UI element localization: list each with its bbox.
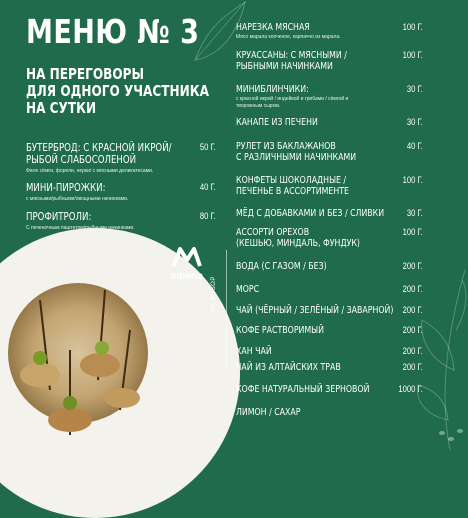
subtitle-line: НА СУТКИ: [26, 99, 97, 117]
item-name: ПРОФИТРОЛИ:: [26, 211, 92, 223]
item-name: МИНИБЛИНЧИКИ:: [236, 84, 309, 95]
item-price: 30 Г.: [407, 117, 423, 127]
item-name: КОФЕ НАТУРАЛЬНЫЙ ЗЕРНОВОЙ: [236, 384, 370, 395]
item-price: 50 Г.: [200, 142, 216, 152]
item-name: РЫБОЙ СЛАБОСОЛЕНОЙ: [26, 154, 137, 166]
menu-title: МЕНЮ № 3: [26, 12, 200, 51]
seeds-icon: [436, 425, 466, 447]
menu-item: [236, 175, 423, 197]
choice-divider: [226, 250, 227, 370]
siberia-logo: [165, 246, 209, 282]
menu-item: [236, 50, 423, 72]
item-price: 30 Г.: [407, 84, 423, 94]
item-name: МИНИ-ПИРОЖКИ:: [26, 182, 106, 194]
menu-item: [26, 142, 216, 174]
item-name: КОФЕ РАСТВОРИМЫЙ: [236, 325, 324, 336]
logo-text: siberia: [170, 271, 204, 282]
item-name: НАРЕЗКА МЯСНАЯ: [236, 22, 310, 33]
drink-item: [236, 284, 423, 295]
drink-item: [236, 346, 423, 357]
menu-item: [236, 22, 423, 40]
item-price: 40 Г.: [200, 182, 216, 192]
item-name: РУЛЕТ ИЗ БАКЛАЖАНОВ: [236, 141, 336, 152]
item-price: 200 Г.: [402, 346, 423, 356]
item-name: ПЕЧЕНЬЕ В АССОРТИМЕНТЕ: [236, 186, 349, 197]
item-price: 40 Г.: [407, 141, 423, 151]
item-name: ЛИМОН / САХАР: [236, 407, 301, 418]
item-price: 100 Г.: [402, 50, 423, 60]
item-name: ЧАЙ ИЗ АЛТАЙСКИХ ТРАВ: [236, 362, 341, 373]
item-price: 200 Г.: [402, 325, 423, 335]
drink-item: [236, 384, 423, 395]
item-description: с красной икрой / индейкой и грибами / сёмгой и: [236, 96, 349, 102]
menu-item: [236, 84, 423, 109]
canape-skewers-icon: [10, 270, 150, 440]
item-name: РЫБНЫМИ НАЧИНКАМИ: [236, 61, 333, 72]
item-price: 1000 Г.: [398, 384, 423, 394]
menu-item: [236, 227, 423, 249]
item-description: С печеночным паштетом/рыбными начинками.: [26, 225, 135, 231]
drink-item: [236, 305, 423, 316]
item-price: 200 Г.: [402, 284, 423, 294]
item-name: МОРС: [236, 284, 260, 295]
menu-item: [236, 141, 423, 163]
item-price: 200 Г.: [402, 362, 423, 372]
item-name: (КЕШЬЮ, МИНДАЛЬ, ФУНДУК): [236, 238, 360, 249]
drink-item: [236, 261, 423, 272]
item-description: Филе сёмги, форели, нерки/ с мясными деликатесами.: [26, 168, 154, 174]
item-name: ВОДА (С ГАЗОМ / БЕЗ): [236, 261, 327, 272]
drink-item: [236, 325, 423, 336]
menu-item: [26, 182, 216, 202]
item-price: 200 Г.: [402, 305, 423, 315]
item-name: МЁД С ДОБАВКАМИ И БЕЗ / СЛИВКИ: [236, 208, 385, 219]
drink-item: [236, 362, 423, 373]
item-description: творожным сыром.: [236, 103, 281, 109]
item-name: БУТЕРБРОД: С КРАСНОЙ ИКРОЙ/: [26, 142, 172, 154]
item-price: 80 Г.: [200, 211, 216, 221]
item-price: 200 Г.: [402, 261, 423, 271]
drink-item: [236, 407, 423, 418]
item-price: 30 Г.: [407, 208, 423, 218]
item-price: 100 Г.: [402, 227, 423, 237]
item-name: ЧАЙ (ЧЁРНЫЙ / ЗЕЛЁНЫЙ / ЗАВАРНОЙ): [236, 305, 394, 316]
menu-item: [236, 208, 423, 219]
logo-mountain-icon: [172, 246, 202, 268]
item-price: 100 Г.: [402, 22, 423, 32]
item-name: КРУАССАНЫ: С МЯСНЫМИ /: [236, 50, 347, 61]
item-description: Мясо марала копченое, карпаччо из марала.: [236, 34, 341, 40]
item-name: С РАЗЛИЧНЫМИ НАЧИНКАМИ: [236, 152, 357, 163]
item-price: 100 Г.: [402, 175, 423, 185]
menu-subtitle: [26, 65, 210, 117]
item-name: ХАН ЧАЙ: [236, 346, 272, 357]
item-name: КОНФЕТЫ ШОКОЛАДНЫЕ /: [236, 175, 347, 186]
menu-item: [26, 211, 216, 231]
item-description: с мясными/рыбными/овощными начинками.: [26, 196, 129, 202]
subtitle-line: НА ПЕРЕГОВОРЫ: [26, 65, 145, 83]
item-name: АССОРТИ ОРЕХОВ: [236, 227, 310, 238]
subtitle-line: ДЛЯ ОДНОГО УЧАСТНИКА: [26, 82, 210, 100]
item-name: КАНАПЕ ИЗ ПЕЧЕНИ: [236, 117, 318, 128]
menu-item: [236, 117, 423, 128]
choice-label: НА ВЫБОР: [211, 276, 217, 312]
